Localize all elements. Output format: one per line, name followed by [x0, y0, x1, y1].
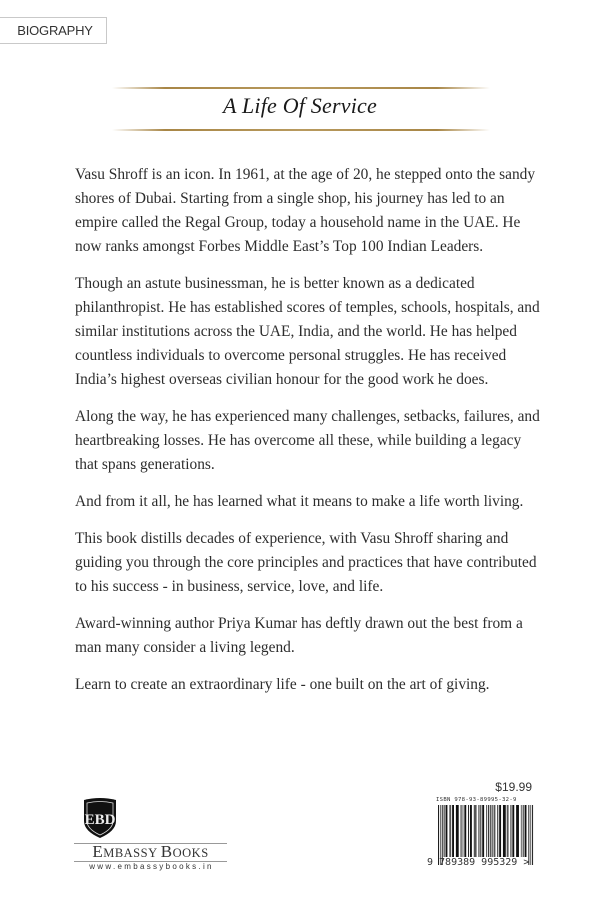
blurb-paragraph: Though an astute businessman, he is better known as a dedicated philanthropist. He has established scores of temples, schools, hospitals, and similar institutions across the UAE, India, and the world. He has helped countless individuals to overcome personal struggles. He has received India’s highest overseas civilian honour for the good work he does.	[75, 275, 540, 388]
barcode-bar	[449, 805, 451, 857]
barcode-bar	[446, 805, 448, 857]
publisher-shield-icon	[81, 797, 119, 839]
barcode-bar	[528, 805, 529, 865]
book-title: A Life Of Service	[223, 93, 377, 118]
barcode-bar	[461, 805, 462, 857]
barcode-bar	[474, 805, 477, 857]
barcode-bar	[530, 805, 531, 865]
publisher-name-initial: B	[160, 842, 173, 861]
barcode-bar	[490, 805, 491, 857]
title-rule-top	[112, 87, 490, 89]
blurb-paragraph: This book distills decades of experience, with Vasu Shroff sharing and guiding you through the core principles and practices that have contributed to his success - in business, service, love, and life.	[75, 530, 537, 595]
barcode-bar	[464, 805, 466, 857]
barcode-bar	[494, 805, 496, 857]
barcode-bar	[438, 805, 439, 865]
barcode-bar	[470, 805, 472, 857]
isbn-text: ISBN 978-93-89995-32-9	[436, 797, 517, 803]
blurb	[75, 163, 545, 710]
barcode-bar	[497, 805, 498, 857]
barcode-bar	[462, 805, 463, 857]
publisher-name-part: OOKS	[172, 846, 209, 860]
publisher-name-part: MBASSY	[103, 846, 158, 860]
genre-tag	[0, 17, 107, 44]
barcode-bar	[525, 805, 527, 857]
barcode-bar	[456, 805, 459, 857]
logo-initials: EBD	[84, 812, 116, 828]
blurb-paragraph: And from it all, he has learned what it means to make a life worth living.	[75, 493, 524, 510]
publisher-name-initial: E	[92, 842, 104, 861]
barcode-bar	[444, 805, 445, 857]
barcode-bar	[452, 805, 454, 857]
publisher-url: www.embassybooks.in	[89, 862, 214, 871]
barcode-bar	[503, 805, 506, 857]
barcode-bar	[521, 805, 522, 857]
barcode-bar	[523, 805, 524, 857]
barcode-bar	[516, 805, 519, 857]
barcode-bar	[512, 805, 514, 857]
blurb-paragraph: Vasu Shroff is an icon. In 1961, at the age of 20, he stepped onto the sandy shores of Dubai. Starting from a single shop, his journey has led to an empire called the Regal Group, today a household name in the UAE. He now ranks amongst Forbes Middle East’s Top 100 Indian Leaders.	[75, 166, 536, 255]
blurb-paragraph: Learn to create an extraordinary life - one built on the art of giving.	[75, 676, 490, 693]
price-label: $19.99	[495, 780, 532, 794]
barcode-bar	[492, 805, 493, 857]
barcode-bar	[468, 805, 469, 857]
barcode-bar	[488, 805, 489, 857]
barcode	[438, 805, 534, 865]
genre-label: BIOGRAPHY	[17, 23, 93, 38]
barcode-bar	[510, 805, 511, 857]
blurb-paragraph: Along the way, he has experienced many challenges, setbacks, failures, and heartbreaking losses. He has overcome all these, while building a legacy that spans generations.	[75, 408, 540, 473]
barcode-bar	[486, 805, 487, 857]
barcode-digits: 9 789389 995329 >	[427, 857, 530, 868]
publisher-name	[74, 843, 227, 862]
barcode-bar	[440, 805, 441, 865]
barcode-bar	[482, 805, 484, 857]
blurb-paragraph: Award-winning author Priya Kumar has deftly drawn out the best from a man many consider a living legend.	[75, 615, 523, 656]
barcode-bar	[532, 805, 533, 865]
barcode-bar	[442, 805, 443, 865]
barcode-bar	[507, 805, 509, 857]
barcode-bar	[478, 805, 479, 857]
barcode-bar	[480, 805, 481, 857]
barcode-bar	[499, 805, 501, 857]
title-rule-bottom	[112, 129, 490, 131]
